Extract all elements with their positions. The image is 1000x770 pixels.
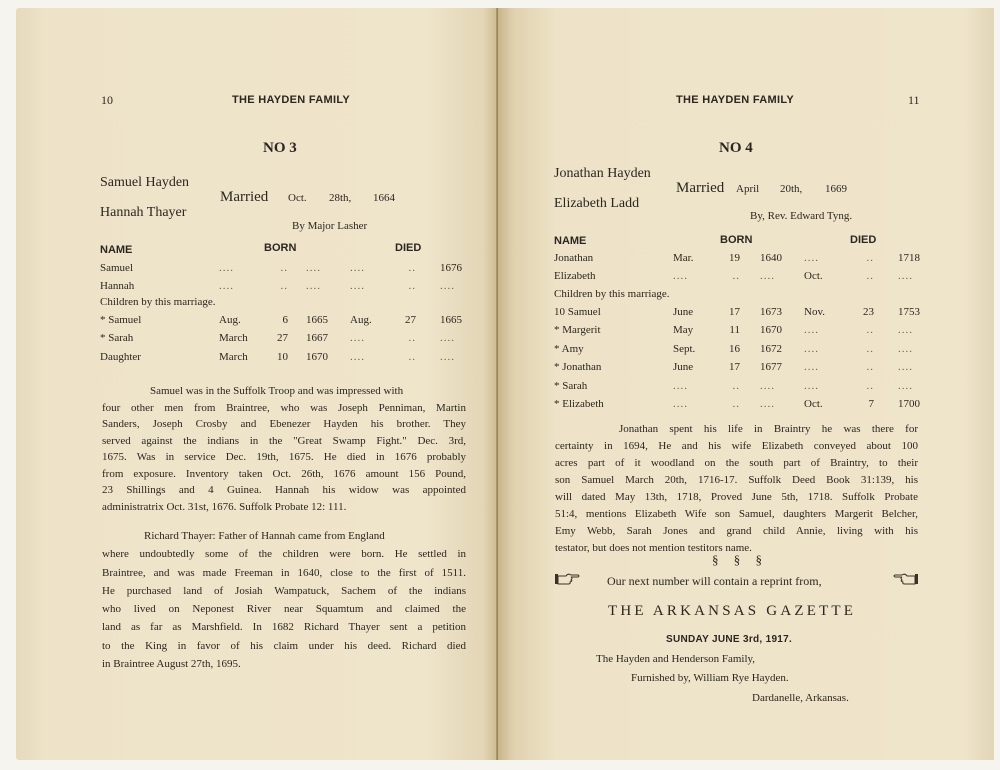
row-b-year: ....: [760, 380, 775, 392]
text-line: will dated May 13th, 1718, Proved June 5th, 1718. Suffolk Probate: [555, 491, 918, 503]
text-line: 51:4, mentions Elizabeth Wife son Samuel, daughters Margerit Belcher,: [555, 508, 918, 520]
row-d-day: ..: [866, 361, 874, 373]
row-b-day: 27: [277, 332, 288, 344]
paragraph-samuel: [102, 383, 466, 515]
married-day: 20th,: [780, 183, 803, 195]
row-name: * Jonathan: [554, 361, 602, 373]
row-d-year: 1665: [440, 314, 462, 326]
section-title: NO 4: [719, 140, 753, 156]
text-line: to the King in favor of his claim under his deed. Richard died: [102, 639, 466, 652]
row-b-day: ..: [732, 270, 740, 282]
row-d-day: ..: [866, 324, 874, 336]
text-line: Jonathan spent his life in Braintry he was there for: [619, 423, 918, 435]
text-line: administratrix Oct. 31st, 1676. Suffolk Probate 12: 111.: [102, 500, 347, 513]
row-b-year: 1640: [760, 252, 782, 264]
row-b-year: 1670: [306, 351, 328, 363]
row-d-year: 1700: [898, 398, 920, 410]
row-d-month: ....: [804, 324, 819, 336]
married-month: April: [736, 183, 760, 195]
married-label: Married: [676, 180, 725, 196]
row-d-year: ....: [898, 380, 913, 392]
row-b-month: June: [673, 306, 694, 318]
row-d-month: Aug.: [350, 314, 372, 326]
died-header: DIED: [850, 234, 877, 246]
text-line: acres part of it woodland on the south part of Braintry, to their: [555, 457, 918, 469]
row-d-year: 1718: [898, 252, 920, 264]
died-header: DIED: [395, 242, 422, 254]
text-line: He purchased land of Josiah Wampatuck, Sachem of the indians: [102, 584, 466, 597]
running-head: THE HAYDEN FAMILY: [232, 94, 350, 106]
row-b-day: 17: [729, 306, 740, 318]
left-page: [16, 8, 498, 760]
born-header: BORN: [720, 234, 753, 246]
row-d-month: ....: [350, 262, 365, 274]
row-b-day: ..: [280, 262, 288, 274]
text-line: 1675. Was in service Dec. 19th, 1675. He died in 1676 probably: [102, 451, 466, 463]
row-d-day: ..: [408, 262, 416, 274]
row-b-year: 1667: [306, 332, 328, 344]
name-header: NAME: [554, 235, 587, 247]
row-d-day: 27: [405, 314, 416, 326]
row-b-day: 6: [282, 314, 288, 326]
married-day: 28th,: [329, 192, 352, 204]
credit-line-1: The Hayden and Henderson Family,: [596, 653, 756, 665]
row-b-month: ....: [673, 270, 688, 282]
gazette-title: THE ARKANSAS GAZETTE: [608, 603, 857, 619]
row-b-month: Aug.: [219, 314, 241, 326]
paragraph-richard: [102, 527, 466, 673]
row-b-month: ....: [219, 280, 234, 292]
row-d-day: ..: [866, 343, 874, 355]
row-d-day: 23: [863, 306, 874, 318]
row-d-month: ....: [350, 280, 365, 292]
row-b-year: 1672: [760, 343, 782, 355]
gazette-date: SUNDAY JUNE 3rd, 1917.: [666, 634, 793, 645]
row-d-month: Nov.: [804, 306, 825, 318]
row-d-day: ..: [866, 380, 874, 392]
row-name: Jonathan: [554, 252, 594, 264]
row-b-year: 1670: [760, 324, 782, 336]
row-b-year: 1673: [760, 306, 782, 318]
row-name: Elizabeth: [554, 270, 596, 282]
row-b-month: June: [673, 361, 694, 373]
row-b-day: 17: [729, 361, 740, 373]
row-d-day: ..: [866, 252, 874, 264]
text-line: certainty in 1694, He and his wife Elizabeth conveyed about 100: [555, 440, 918, 452]
text-line: Richard Thayer: Father of Hannah came from England: [144, 530, 385, 542]
text-line: Emy Webb, Sarah Jones and grand child Annie, living with his: [555, 525, 918, 537]
row-d-month: ....: [350, 332, 365, 344]
row-d-month: ....: [350, 351, 365, 363]
row-b-month: ....: [219, 262, 234, 274]
wife-name: Hannah Thayer: [100, 205, 187, 220]
row-b-day: ..: [280, 280, 288, 292]
row-d-year: ....: [898, 270, 913, 282]
running-head: THE HAYDEN FAMILY: [676, 94, 794, 106]
row-d-year: ....: [898, 324, 913, 336]
row-d-day: ..: [408, 332, 416, 344]
row-b-month: ....: [673, 380, 688, 392]
officiant: By Major Lasher: [292, 220, 368, 232]
row-b-day: 16: [729, 343, 740, 355]
row-b-year: ....: [760, 398, 775, 410]
row-b-day: ..: [732, 398, 740, 410]
row-d-year: 1753: [898, 306, 920, 318]
section-title: NO 3: [263, 140, 297, 156]
page-number: 11: [908, 93, 920, 107]
credit-line-2: Furnished by, William Rye Hayden.: [631, 672, 789, 684]
row-b-day: ..: [732, 380, 740, 392]
born-header: BORN: [264, 242, 297, 254]
married-label: Married: [220, 189, 269, 205]
row-d-year: ....: [440, 332, 455, 344]
text-line: land as far as Marshfield. In 1682 Richard Thayer sent a petition: [102, 621, 466, 634]
row-d-month: ....: [804, 252, 819, 264]
row-d-year: ....: [440, 280, 455, 292]
name-header: NAME: [100, 244, 133, 256]
row-name: Daughter: [100, 351, 141, 363]
row-b-year: 1665: [306, 314, 328, 326]
place: Dardanelle, Arkansas.: [752, 692, 849, 704]
section-marks: § § §: [712, 552, 768, 567]
married-month: Oct.: [288, 192, 307, 204]
row-b-month: March: [219, 332, 248, 344]
row-b-month: Sept.: [673, 343, 696, 355]
text-line: where undoubtedly some of the children were born. He settled in: [102, 548, 466, 561]
row-d-year: ....: [898, 361, 913, 373]
married-year: 1664: [373, 192, 395, 204]
text-line: from exposure. Inventory taken Oct. 26th, 1676 amount 156 Pound,: [102, 467, 466, 480]
husband-name: Samuel Hayden: [100, 175, 190, 190]
row-b-month: Mar.: [673, 252, 694, 264]
officiant: By, Rev. Edward Tyng.: [750, 210, 853, 222]
text-line: served against the indians in the "Great Swamp Fight." Dec. 3rd,: [102, 434, 466, 447]
row-name: Hannah: [100, 280, 135, 292]
row-b-year: ....: [306, 280, 321, 292]
paragraph-jonathan: [555, 421, 918, 557]
row-b-day: 19: [729, 252, 740, 264]
row-name: * Sarah: [554, 380, 588, 392]
row-d-month: Oct.: [804, 398, 823, 410]
right-page: [498, 8, 994, 760]
text-line: Sanders, Joseph Crosby and Ebenezer Hayden his brother. They: [102, 418, 466, 430]
row-name: * Sarah: [100, 332, 134, 344]
pointing-hand-right-icon: [554, 571, 580, 587]
row-name: Children by this marriage.: [100, 296, 216, 308]
row-d-month: ....: [804, 380, 819, 392]
pointing-hand-left-icon: [893, 571, 919, 587]
text-line: 23 Shillings and 4 Guinea. Hannah his widow was appointed: [102, 484, 466, 496]
page-number: 10: [101, 93, 113, 107]
row-d-month: Oct.: [804, 270, 823, 282]
row-name: 10 Samuel: [554, 306, 601, 318]
row-b-day: 10: [277, 351, 288, 363]
text-line: Samuel was in the Suffolk Troop and was impressed with: [150, 385, 404, 397]
next-number-note: Our next number will contain a reprint from,: [607, 574, 822, 588]
row-d-month: ....: [804, 361, 819, 373]
row-d-day: ..: [408, 280, 416, 292]
row-d-year: ....: [440, 351, 455, 363]
text-line: in Braintree August 27th, 1695.: [102, 658, 241, 671]
row-b-month: May: [673, 324, 694, 336]
row-name: Children by this marriage.: [554, 288, 670, 300]
row-b-year: 1677: [760, 361, 782, 373]
row-b-year: ....: [760, 270, 775, 282]
row-name: * Samuel: [100, 314, 142, 326]
text-line: who lived on Neponest River near Squamtum and claimed the: [102, 603, 466, 616]
husband-name: Jonathan Hayden: [554, 166, 651, 181]
row-d-day: 7: [868, 398, 874, 410]
married-year: 1669: [825, 183, 847, 195]
row-b-month: March: [219, 351, 248, 363]
text-line: testator, but does not mention testitors name.: [555, 542, 752, 554]
row-name: Samuel: [100, 262, 133, 274]
text-line: son Samuel March 20th, 1716-17. Suffolk Deed Book 31:139, his: [555, 474, 918, 486]
row-d-month: ....: [804, 343, 819, 355]
text-line: four other men from Braintree, who was Joseph Penniman, Martin: [102, 401, 466, 414]
row-name: * Margerit: [554, 324, 601, 336]
row-b-day: 11: [729, 324, 740, 336]
row-d-day: ..: [408, 351, 416, 363]
row-name: * Elizabeth: [554, 398, 604, 410]
text-line: Braintree, and was made Freeman in 1640, close to the first of 1511.: [102, 566, 466, 579]
row-name: * Amy: [554, 343, 584, 355]
row-d-year: 1676: [440, 262, 462, 274]
wife-name: Elizabeth Ladd: [554, 196, 640, 211]
row-b-month: ....: [673, 398, 688, 410]
row-d-year: ....: [898, 343, 913, 355]
row-b-year: ....: [306, 262, 321, 274]
row-d-day: ..: [866, 270, 874, 282]
